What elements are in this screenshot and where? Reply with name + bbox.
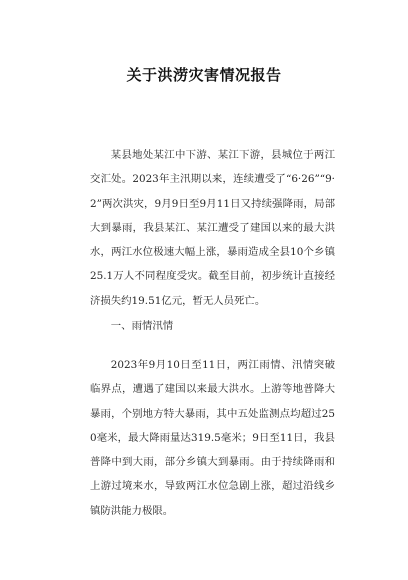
intro-paragraph: 某县地处某江中下游、某江下游，县城位于两江交汇处。2023年主汛期以来，连续遭受了“6·26”“9·2”两次洪灾，9月9日至9月11日又持续强降雨，局部大到暴雨，我县某江、某江遭受了建国以来的最大洪水，两江水位极速大幅上涨，暴雨造成全县10个乡镇25.1万人不同程度受灾。截至目前，初步统计直接经济损失约19.51亿元，暂无人员死亡。 [90,149,335,307]
document-title: 关于洪涝灾害情况报告 [126,66,282,84]
section-paragraph: 2023年9月10日至11日，两江雨情、汛情突破临界点，遭遇了建国以来最大洪水。上游等地普降大暴雨，个别地方特大暴雨，其中五处监测点均超过250毫米，最大降雨量达319.5毫米；9日至11日，我县普降中到大雨，部分乡镇大到暴雨。由于持续降雨和上游过境来水，导致两江水位急剧上涨，超过沿线乡镇防洪能力极限。 [90,359,335,517]
section-heading: 一、雨情汛情 [110,320,174,332]
